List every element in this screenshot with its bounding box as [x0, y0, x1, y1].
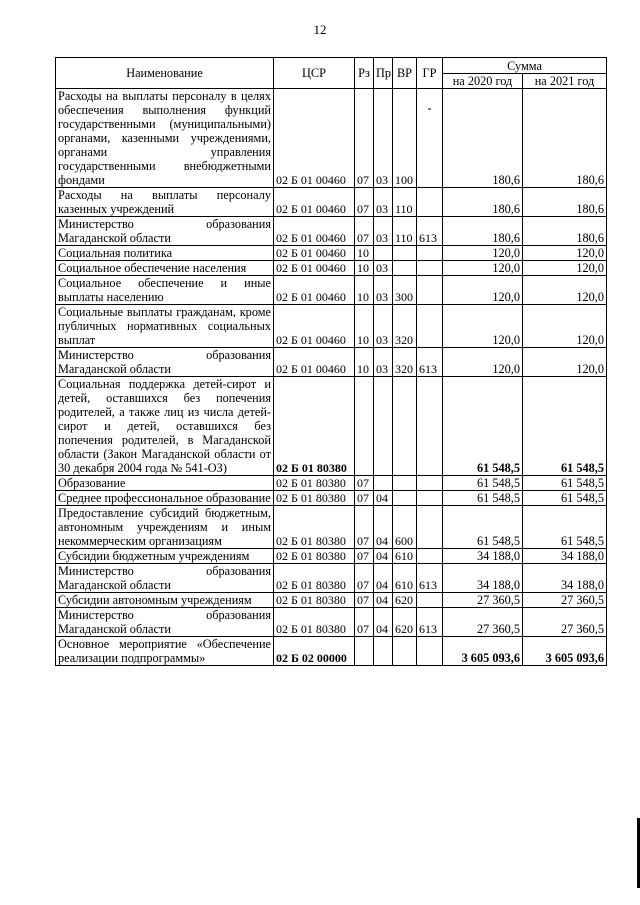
header-vr: ВР	[393, 58, 417, 89]
table-row	[56, 549, 607, 564]
table-row	[56, 637, 607, 666]
cell-rz: 07	[355, 491, 374, 506]
cell-name: Расходы на выплаты персоналу в целях обеспечения выполнения функций государственными (муниципальными) органами, казенными учреждениями, органами управления государственными внебюджетными фондами	[56, 89, 274, 188]
cell-gr	[417, 246, 443, 261]
cell-sum-2020: 120,0	[443, 246, 523, 261]
cell-sum-2021: 61 548,5	[523, 506, 607, 549]
cell-sum-2020: 61 548,5	[443, 377, 523, 476]
cell-vr: 100	[393, 89, 417, 188]
cell-rz: 07	[355, 593, 374, 608]
cell-pr: 04	[374, 506, 393, 549]
header-rz: Рз	[355, 58, 374, 89]
cell-gr	[417, 188, 443, 217]
cell-name: Социальное обеспечение населения	[56, 261, 274, 276]
cell-sum-2020: 61 548,5	[443, 506, 523, 549]
cell-vr	[393, 637, 417, 666]
cell-pr: 03	[374, 188, 393, 217]
cell-gr	[417, 377, 443, 476]
cell-pr: 03	[374, 305, 393, 348]
cell-sum-2020: 180,6	[443, 89, 523, 188]
cell-gr	[417, 593, 443, 608]
cell-csr: 02 Б 01 00460	[274, 261, 355, 276]
cell-name: Министерство образования Магаданской области	[56, 348, 274, 377]
cell-rz: 10	[355, 348, 374, 377]
header-pr: Пр	[374, 58, 393, 89]
cell-pr: 03	[374, 261, 393, 276]
cell-sum-2021: 61 548,5	[523, 377, 607, 476]
cell-name: Социальная поддержка детей-сирот и детей, оставшихся без попечения родителей, а также лиц из числа детей-сирот и детей, оставшихся без попечения родителей, в Магаданской области (Закон Магаданской области от 30 декабря 2004 года № 541-ОЗ)	[56, 377, 274, 476]
cell-vr: 110	[393, 217, 417, 246]
table-row	[56, 491, 607, 506]
cell-vr: 610	[393, 549, 417, 564]
cell-pr: 03	[374, 276, 393, 305]
table-row	[56, 188, 607, 217]
cell-csr: 02 Б 02 00000	[274, 637, 355, 666]
cell-sum-2021: 61 548,5	[523, 491, 607, 506]
cell-gr	[417, 89, 443, 188]
cell-sum-2021: 27 360,5	[523, 608, 607, 637]
cell-pr: 04	[374, 608, 393, 637]
cell-pr: 04	[374, 593, 393, 608]
cell-name: Министерство образования Магаданской области	[56, 608, 274, 637]
cell-sum-2021: 120,0	[523, 305, 607, 348]
cell-rz	[355, 637, 374, 666]
cell-csr: 02 Б 01 80380	[274, 549, 355, 564]
cell-vr	[393, 476, 417, 491]
cell-sum-2020: 120,0	[443, 261, 523, 276]
table-row	[56, 506, 607, 549]
cell-rz: 07	[355, 89, 374, 188]
table-row	[56, 246, 607, 261]
cell-sum-2021: 34 188,0	[523, 549, 607, 564]
cell-rz: 07	[355, 217, 374, 246]
cell-pr: 04	[374, 491, 393, 506]
header-year-2020: на 2020 год	[443, 74, 523, 89]
header-gr: ГР	[417, 58, 443, 89]
cell-vr: 320	[393, 348, 417, 377]
cell-rz: 10	[355, 305, 374, 348]
cell-sum-2021: 180,6	[523, 188, 607, 217]
cell-vr: 610	[393, 564, 417, 593]
cell-csr: 02 Б 01 00460	[274, 305, 355, 348]
table-row	[56, 305, 607, 348]
cell-sum-2020: 120,0	[443, 305, 523, 348]
cell-name: Среднее профессиональное образование	[56, 491, 274, 506]
cell-vr: 620	[393, 593, 417, 608]
header-sum: Сумма	[443, 58, 607, 74]
cell-pr: 03	[374, 217, 393, 246]
cell-sum-2020: 27 360,5	[443, 593, 523, 608]
cell-pr: 03	[374, 89, 393, 188]
cell-pr	[374, 246, 393, 261]
cell-vr: 620	[393, 608, 417, 637]
cell-vr: 300	[393, 276, 417, 305]
cell-sum-2021: 180,6	[523, 89, 607, 188]
cell-sum-2021: 34 188,0	[523, 564, 607, 593]
cell-gr	[417, 491, 443, 506]
cell-sum-2021: 120,0	[523, 261, 607, 276]
cell-csr: 02 Б 01 80380	[274, 491, 355, 506]
table-row	[56, 348, 607, 377]
cell-gr	[417, 637, 443, 666]
cell-name: Образование	[56, 476, 274, 491]
cell-vr	[393, 261, 417, 276]
cell-vr: 320	[393, 305, 417, 348]
cell-gr	[417, 549, 443, 564]
cell-gr	[417, 276, 443, 305]
cell-sum-2021: 120,0	[523, 276, 607, 305]
cell-sum-2020: 180,6	[443, 217, 523, 246]
cell-sum-2021: 61 548,5	[523, 476, 607, 491]
budget-table	[55, 57, 607, 666]
table-row	[56, 476, 607, 491]
cell-sum-2020: 120,0	[443, 276, 523, 305]
table-row	[56, 217, 607, 246]
cell-rz: 07	[355, 506, 374, 549]
cell-pr: 04	[374, 549, 393, 564]
cell-name: Социальное обеспечение и иные выплаты населению	[56, 276, 274, 305]
cell-name: Субсидии автономным учреждениям	[56, 593, 274, 608]
table-row	[56, 89, 607, 188]
cell-rz: 07	[355, 549, 374, 564]
cell-rz: 07	[355, 476, 374, 491]
cell-sum-2020: 180,6	[443, 188, 523, 217]
cell-gr: 613	[417, 564, 443, 593]
cell-rz: 07	[355, 608, 374, 637]
cell-csr: 02 Б 01 80380	[274, 506, 355, 549]
cell-name: Субсидии бюджетным учреждениям	[56, 549, 274, 564]
cell-name: Основное мероприятие «Обеспечение реализации подпрограммы»	[56, 637, 274, 666]
cell-sum-2021: 3 605 093,6	[523, 637, 607, 666]
cell-gr	[417, 261, 443, 276]
cell-rz	[355, 377, 374, 476]
cell-name: Министерство образования Магаданской области	[56, 217, 274, 246]
cell-rz: 10	[355, 246, 374, 261]
cell-name: Предоставление субсидий бюджетным, автономным учреждениям и иным некоммерческим организациям	[56, 506, 274, 549]
cell-csr: 02 Б 01 00460	[274, 217, 355, 246]
cell-gr	[417, 476, 443, 491]
cell-gr: 613	[417, 608, 443, 637]
table-body	[56, 89, 607, 666]
cell-pr: 04	[374, 564, 393, 593]
cell-pr: 03	[374, 348, 393, 377]
table-row	[56, 593, 607, 608]
page-number: 12	[313, 22, 327, 37]
cell-vr	[393, 377, 417, 476]
table-row	[56, 276, 607, 305]
gr-dash-mark: -	[427, 101, 432, 115]
cell-csr: 02 Б 01 80380	[274, 476, 355, 491]
cell-gr: 613	[417, 217, 443, 246]
cell-csr: 02 Б 01 80380	[274, 564, 355, 593]
cell-csr: 02 Б 01 00460	[274, 188, 355, 217]
cell-sum-2020: 61 548,5	[443, 476, 523, 491]
cell-csr: 02 Б 01 80380	[274, 608, 355, 637]
table-row	[56, 608, 607, 637]
cell-rz: 10	[355, 261, 374, 276]
cell-sum-2020: 3 605 093,6	[443, 637, 523, 666]
header-year-2021: на 2021 год	[523, 74, 607, 89]
table-row	[56, 377, 607, 476]
cell-sum-2020: 27 360,5	[443, 608, 523, 637]
cell-rz: 07	[355, 188, 374, 217]
cell-sum-2020: 34 188,0	[443, 564, 523, 593]
cell-csr: 02 Б 01 80380	[274, 593, 355, 608]
cell-pr	[374, 637, 393, 666]
cell-csr: 02 Б 01 80380	[274, 377, 355, 476]
cell-sum-2021: 120,0	[523, 348, 607, 377]
cell-name: Социальная политика	[56, 246, 274, 261]
cell-name: Расходы на выплаты персоналу казенных учреждений	[56, 188, 274, 217]
cell-sum-2021: 120,0	[523, 246, 607, 261]
cell-csr: 02 Б 01 00460	[274, 89, 355, 188]
cell-vr	[393, 491, 417, 506]
table-row	[56, 261, 607, 276]
cell-rz: 10	[355, 276, 374, 305]
cell-csr: 02 Б 01 00460	[274, 348, 355, 377]
cell-sum-2020: 61 548,5	[443, 491, 523, 506]
cell-csr: 02 Б 01 00460	[274, 246, 355, 261]
cell-pr	[374, 476, 393, 491]
cell-name: Социальные выплаты гражданам, кроме публичных нормативных социальных выплат	[56, 305, 274, 348]
cell-name: Министерство образования Магаданской области	[56, 564, 274, 593]
cell-vr: 110	[393, 188, 417, 217]
cell-gr: 613	[417, 348, 443, 377]
cell-csr: 02 Б 01 00460	[274, 276, 355, 305]
cell-sum-2021: 180,6	[523, 217, 607, 246]
header-name: Наименование	[56, 58, 274, 89]
cell-sum-2021: 27 360,5	[523, 593, 607, 608]
cell-vr	[393, 246, 417, 261]
cell-gr	[417, 506, 443, 549]
cell-pr	[374, 377, 393, 476]
table-row	[56, 564, 607, 593]
cell-sum-2020: 34 188,0	[443, 549, 523, 564]
header-csr: ЦСР	[274, 58, 355, 89]
cell-vr: 600	[393, 506, 417, 549]
cell-gr	[417, 305, 443, 348]
cell-rz: 07	[355, 564, 374, 593]
cell-sum-2020: 120,0	[443, 348, 523, 377]
